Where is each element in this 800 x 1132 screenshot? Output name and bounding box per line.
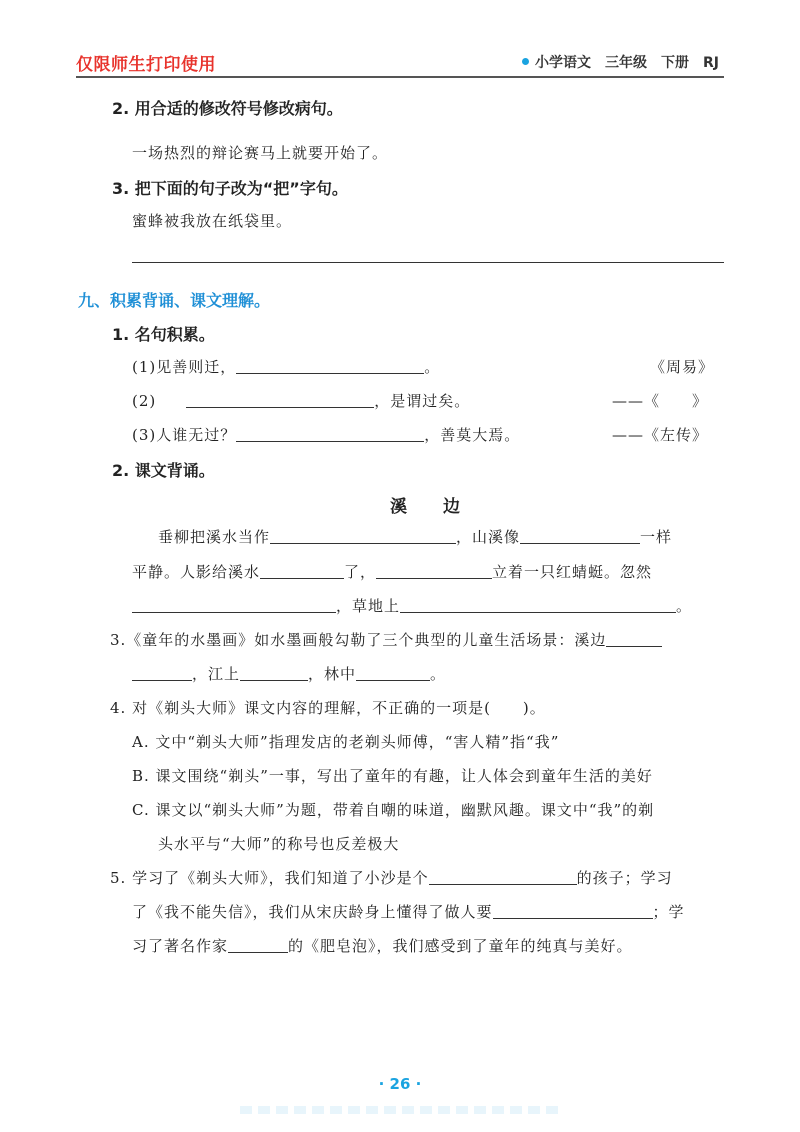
quote-3-end: ，善莫大焉。 bbox=[424, 426, 521, 444]
s9-q3-d: 。 bbox=[430, 665, 447, 683]
s9-q5-d: ；学 bbox=[652, 903, 685, 921]
poem-2-a: 平静。人影给溪水 bbox=[132, 563, 261, 581]
quote-2-end: ，是谓过矣。 bbox=[374, 392, 471, 410]
quote-3-start: (3)人谁无过？ bbox=[132, 426, 237, 444]
subject-label: 小学语文 bbox=[535, 55, 591, 71]
print-notice: 仅限师生打印使用 bbox=[76, 55, 216, 75]
question-2-sentence: 一场热烈的辩论赛马上就要开始了。 bbox=[132, 144, 389, 162]
fill-blank[interactable] bbox=[429, 883, 577, 885]
poem-1-a: 垂柳把溪水当作 bbox=[158, 528, 271, 546]
fill-blank[interactable] bbox=[606, 645, 662, 647]
s9-q5-b: 的孩子；学习 bbox=[576, 869, 673, 887]
s9-q3-b: ，江上 bbox=[192, 665, 241, 683]
quote-1-source: 《周易》 bbox=[650, 358, 715, 376]
quote-line-1 bbox=[132, 356, 440, 377]
s9-q5-line-2 bbox=[132, 901, 685, 922]
s9-q3-c: ，林中 bbox=[308, 665, 357, 683]
fill-blank[interactable] bbox=[186, 406, 374, 408]
option-a[interactable]: A. 文中“剃头大师”指理发店的老剃头师傅，“害人精”指“我” bbox=[132, 733, 560, 751]
s9-q5-c: 了《我不能失信》，我们从宋庆龄身上懂得了做人要 bbox=[132, 903, 493, 921]
s9-q2-title: 2. 课文背诵。 bbox=[112, 461, 215, 480]
poem-1-b: ，山溪像 bbox=[456, 528, 521, 546]
quote-2-source: ——《 》 bbox=[612, 392, 709, 410]
fill-blank[interactable] bbox=[236, 440, 424, 442]
question-2-title: 2. 用合适的修改符号修改病句。 bbox=[112, 99, 343, 118]
question-3-sentence: 蜜蜂被我放在纸袋里。 bbox=[132, 212, 293, 230]
option-b[interactable]: B. 课文围绕“剃头”一事，写出了童年的有趣，让人体会到童年生活的美好 bbox=[132, 767, 653, 785]
s9-q5-f: 的《肥皂泡》，我们感受到了童年的纯真与美好。 bbox=[288, 937, 633, 955]
s9-q3-text: 3.《童年的水墨画》如水墨画般勾勒了三个典型的儿童生活场景：溪边 bbox=[110, 631, 607, 649]
poem-line-3 bbox=[132, 595, 692, 616]
s9-q3-line-1 bbox=[110, 629, 662, 650]
fill-blank[interactable] bbox=[356, 679, 430, 681]
s9-q1-title: 1. 名句积累。 bbox=[112, 325, 215, 344]
grade-label: 三年级 bbox=[605, 55, 647, 71]
page-number: · 26 · bbox=[378, 1075, 422, 1093]
poem-2-c: 立着一只红蜻蜓。忽然 bbox=[492, 563, 653, 581]
header-rule bbox=[76, 76, 724, 78]
quote-line-3 bbox=[132, 424, 520, 445]
fill-blank[interactable] bbox=[376, 577, 492, 579]
bullet-dot-icon bbox=[522, 58, 529, 65]
s9-q5-e: 习了著名作家 bbox=[132, 937, 229, 955]
edition-label: RJ bbox=[703, 55, 719, 71]
quote-1-start: (1)见善则迁， bbox=[132, 358, 237, 376]
quote-3-source: ——《左传》 bbox=[612, 426, 709, 444]
fill-blank[interactable] bbox=[400, 611, 676, 613]
fill-blank[interactable] bbox=[236, 372, 424, 374]
fill-blank[interactable] bbox=[520, 542, 640, 544]
poem-line-1 bbox=[158, 526, 672, 547]
poem-3-b: 。 bbox=[676, 597, 693, 615]
s9-q3-line-2 bbox=[132, 663, 446, 684]
fill-blank[interactable] bbox=[240, 679, 308, 681]
poem-3-a: ，草地上 bbox=[336, 597, 401, 615]
poem-1-c: 一样 bbox=[640, 528, 673, 546]
footer-decoration bbox=[240, 1106, 560, 1114]
option-c-cont: 头水平与“大师”的称号也反差极大 bbox=[158, 835, 400, 853]
fill-blank[interactable] bbox=[228, 951, 288, 953]
fill-blank[interactable] bbox=[493, 917, 653, 919]
fill-blank[interactable] bbox=[270, 542, 456, 544]
quote-line-2 bbox=[132, 390, 470, 411]
answer-line[interactable] bbox=[132, 262, 724, 263]
s9-q5-line-1 bbox=[110, 867, 673, 888]
fill-blank[interactable] bbox=[260, 577, 344, 579]
s9-q5-a: 5. 学习了《剃头大师》，我们知道了小沙是个 bbox=[110, 869, 429, 887]
s9-q4-title: 4. 对《剃头大师》课文内容的理解，不正确的一项是( )。 bbox=[110, 699, 546, 717]
book-info bbox=[522, 52, 733, 72]
poem-2-b: 了， bbox=[344, 563, 377, 581]
quote-2-start: (2) bbox=[132, 392, 157, 410]
fill-blank[interactable] bbox=[132, 611, 336, 613]
term-label: 下册 bbox=[661, 55, 689, 71]
quote-1-end: 。 bbox=[424, 358, 441, 376]
fill-blank[interactable] bbox=[132, 679, 192, 681]
poem-line-2 bbox=[132, 561, 652, 582]
option-c[interactable]: C. 课文以“剃头大师”为题，带着自嘲的味道，幽默风趣。课文中“我”的剃 bbox=[132, 801, 655, 819]
question-3-title: 3. 把下面的句子改为“把”字句。 bbox=[112, 179, 348, 198]
poem-title: 溪边 bbox=[390, 497, 496, 517]
section-9-title: 九、积累背诵、课文理解。 bbox=[78, 291, 271, 310]
s9-q5-line-3 bbox=[132, 935, 633, 956]
